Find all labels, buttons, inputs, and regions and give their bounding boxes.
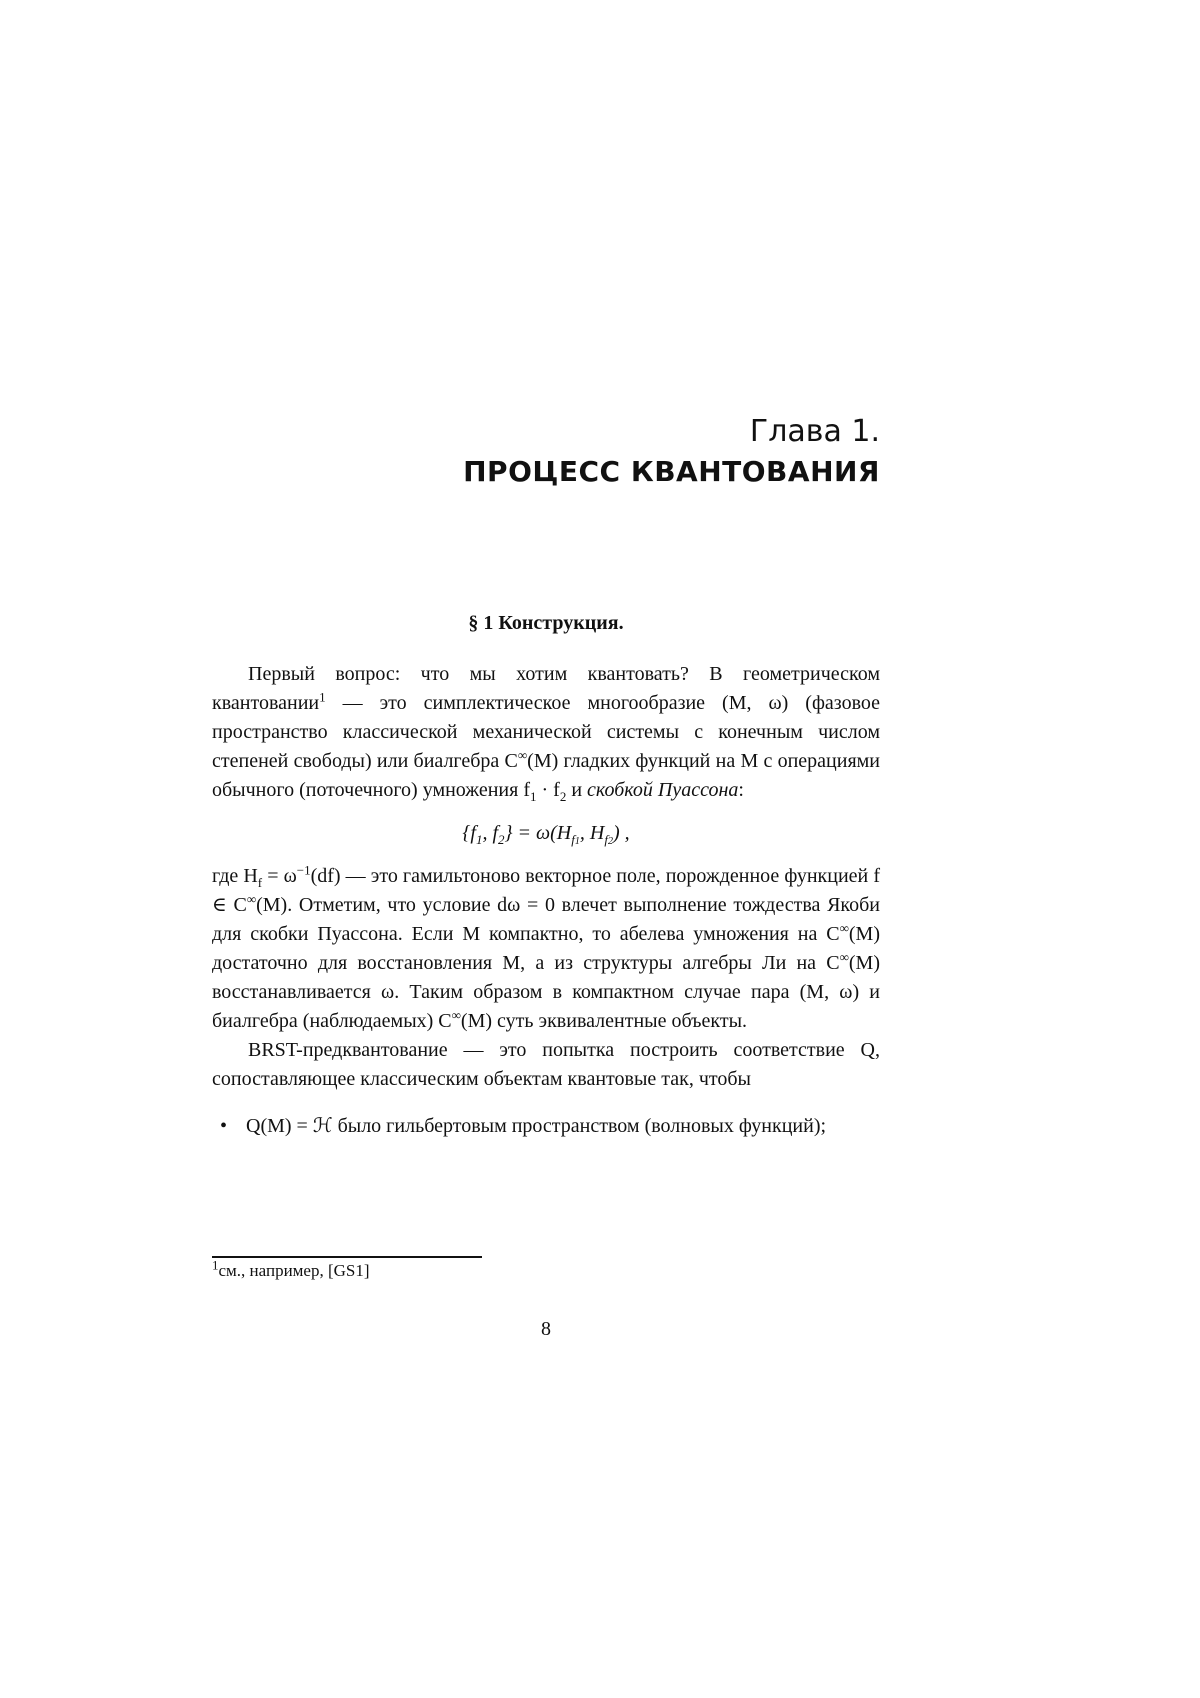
formula-part: {f	[462, 822, 476, 844]
chapter-title: ПРОЦЕСС КВАНТОВАНИЯ	[463, 455, 880, 488]
footnote-text: см., например, [GS1]	[218, 1261, 370, 1280]
subscript: f	[257, 875, 263, 890]
text-run: (M) достаточно для восстановления M, а из структуры алгебры Ли на C	[212, 923, 880, 974]
subscript: 2	[559, 789, 567, 804]
subscript	[604, 832, 613, 847]
footnote-divider	[212, 1256, 482, 1258]
superscript: ∞	[246, 891, 257, 907]
chapter-heading	[463, 412, 880, 492]
emphasis: скобкой Пуассона	[587, 779, 739, 801]
text-run: (M) гладких функций на M с операциями обычного (поточечного) умножения f	[212, 750, 881, 801]
subscript-part: f	[571, 832, 575, 847]
sub-subscript: 2	[607, 836, 613, 847]
formula-part: } = ω(H	[504, 822, 572, 844]
chapter-label: Глава 1.	[749, 414, 880, 449]
section-heading: § 1 Конструкция.	[468, 612, 624, 634]
superscript: −1	[296, 862, 311, 878]
footnote-mark: 1	[212, 1257, 219, 1273]
bullet-list	[212, 1112, 880, 1141]
formula-part: ) ,	[612, 822, 630, 844]
subscript: 2	[498, 832, 505, 847]
subscript: 1	[530, 789, 537, 804]
footnote-marker: 1	[319, 689, 326, 705]
paragraph-3: BRST-предквантование — это попытка построить соответствие Q, сопоставляющее классическим объектам квантовые так, чтобы	[212, 1039, 880, 1090]
text-run: — это симплектическое многообразие (M, ω) (фазовое пространство классической механической системы с конечным числом степеней свободы) или биалгебра C	[212, 692, 880, 772]
formula-part: , H	[579, 822, 605, 844]
text-run: (df) — это гамильтоново векторное поле, порожденное функцией f ∈ C	[212, 865, 880, 916]
text-run: :	[738, 779, 744, 801]
body-text	[212, 660, 880, 1141]
text-run: (M) восстанавливается ω. Таким образом в компактном случае пара (M, ω) и биалгебра (наблюдаемых) C	[212, 952, 880, 1032]
list-item: • Q(M) = ℋ было гильбертовым пространством (волновых функций);	[246, 1112, 880, 1141]
footnote	[212, 1257, 880, 1282]
superscript: ∞	[839, 920, 849, 936]
text-run: и	[566, 779, 588, 801]
paragraph-2	[212, 862, 880, 1036]
text-run: Первый вопрос: что мы хотим квантовать? В геометрическом квантовании	[212, 663, 880, 714]
superscript: ∞	[839, 949, 849, 965]
formula-part: , f	[482, 822, 499, 844]
subscript	[571, 832, 580, 847]
sub-subscript: 1	[574, 836, 580, 847]
paragraph-1	[212, 660, 880, 805]
subscript-part: f	[604, 832, 608, 847]
superscript: ∞	[517, 747, 528, 763]
text-run: (M) суть эквивалентные объекты.	[460, 1010, 748, 1032]
superscript: ∞	[451, 1007, 461, 1023]
text-run: · f	[536, 779, 560, 801]
text-run: = ω	[262, 865, 297, 887]
poisson-bracket-formula	[212, 819, 880, 848]
text-run: где H	[212, 865, 258, 887]
subscript: 1	[475, 832, 483, 847]
page-number: 8	[541, 1318, 551, 1340]
text-run: (M). Отметим, что условие dω = 0 влечет выполнение тождества Якоби для скобки Пуассона. Если M компактно, то абелева умножения на C	[212, 894, 880, 945]
